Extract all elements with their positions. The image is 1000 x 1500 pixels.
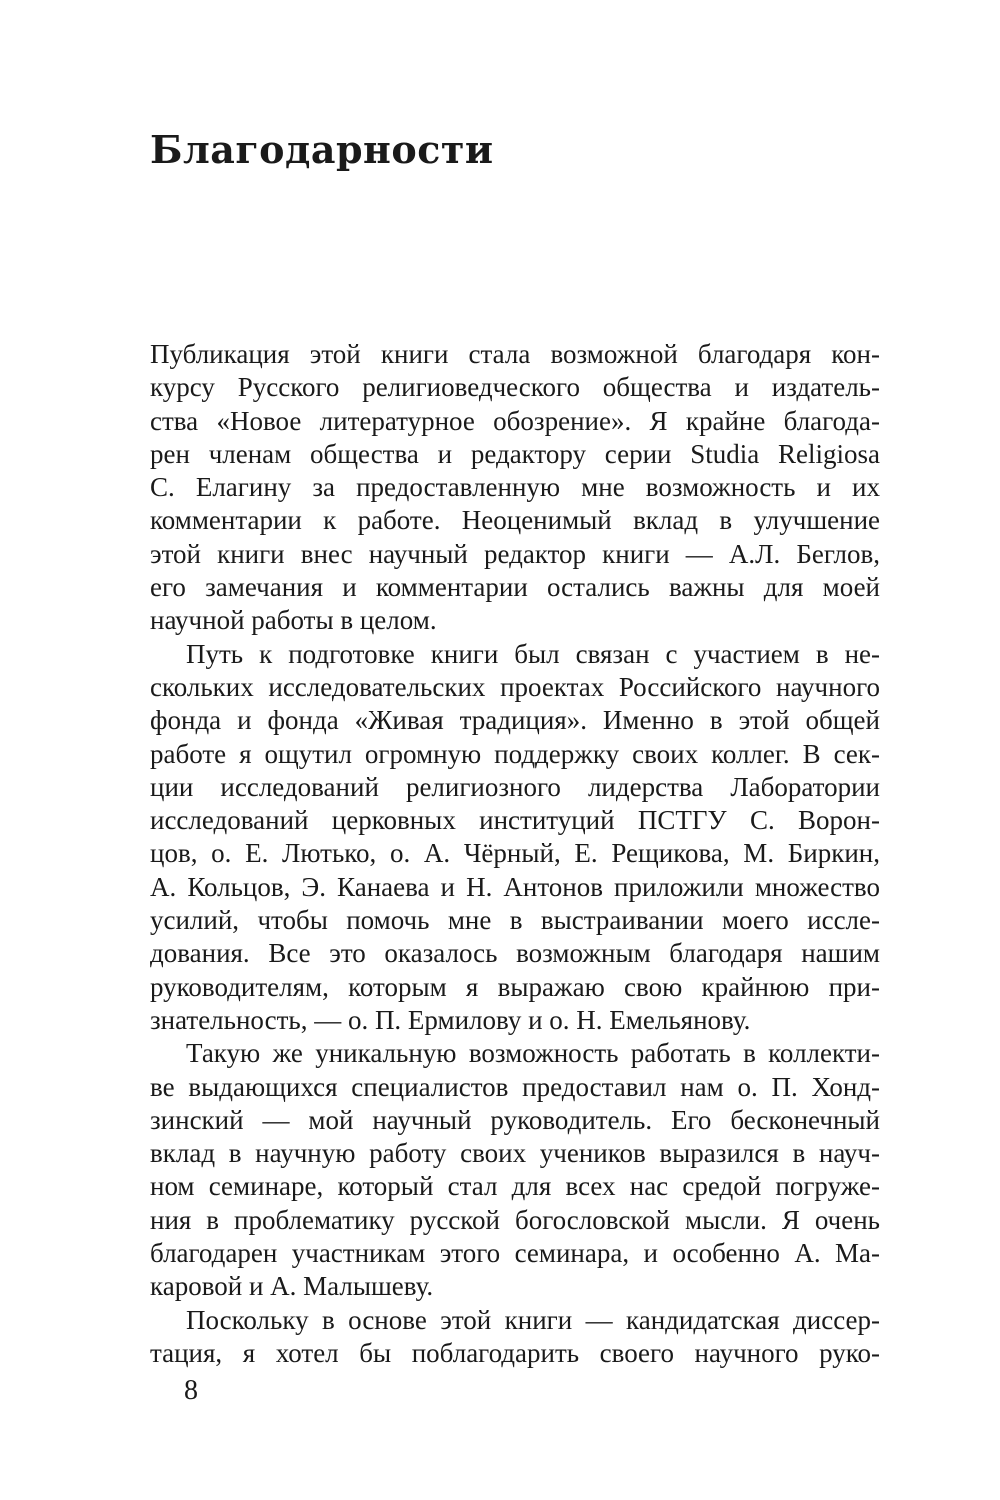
text-line: фонда и фонда «Живая традиция». Именно в этой общей bbox=[150, 705, 880, 736]
text-line: ции исследований религиозного лидерства Лаборатории bbox=[150, 771, 880, 802]
text-line: ном семинаре, который стал для всех нас средой погруже- bbox=[150, 1171, 880, 1202]
text-line: скольких исследовательских проектах Российского научного bbox=[150, 671, 880, 702]
text-line: А. Кольцов, Э. Канаева и Н. Антонов приложили множество bbox=[150, 871, 880, 902]
text-line: курсу Русского религиоведческого общества и издатель- bbox=[150, 372, 880, 403]
text-line: ства «Новое литературное обозрение». Я крайне благода- bbox=[150, 405, 880, 436]
text-line: тация, я хотел бы поблагодарить своего научного руко- bbox=[150, 1337, 880, 1368]
text-line: дования. Все это оказалось возможным благодаря нашим bbox=[150, 938, 880, 969]
text-line: Публикация этой книги стала возможной благодаря кон- bbox=[150, 339, 880, 369]
text-line: рен членам общества и редактору серии Studia Religiosa bbox=[150, 438, 880, 469]
text-line: его замечания и комментарии остались важны для моей bbox=[150, 572, 880, 603]
text-line: Путь к подготовке книги был связан с участием в не- bbox=[186, 638, 880, 669]
text-line: работе я ощутил огромную поддержку своих коллег. В сек- bbox=[150, 738, 880, 769]
text-line: цов, о. Е. Лютько, о. А. Чёрный, Е. Рещикова, М. Биркин, bbox=[150, 838, 880, 869]
page-number: 8 bbox=[184, 1375, 198, 1406]
body-text bbox=[150, 338, 880, 1370]
text-line: зинский — мой научный руководитель. Его бесконечный bbox=[150, 1104, 880, 1135]
text-line: С. Елагину за предоставленную мне возможность и их bbox=[150, 472, 880, 503]
text-line: руководителям, которым я выражаю свою крайнюю при- bbox=[150, 971, 880, 1002]
text-line: ве выдающихся специалистов предоставил нам о. П. Хонд- bbox=[150, 1071, 880, 1102]
text-line: ния в проблематику русской богословской мысли. Я очень bbox=[150, 1204, 880, 1235]
text-line: каровой и А. Малышеву. bbox=[150, 1271, 434, 1302]
text-line: Поскольку в основе этой книги — кандидатская диссер- bbox=[186, 1304, 880, 1335]
text-line: комментарии к работе. Неоценимый вклад в улучшение bbox=[150, 505, 880, 536]
page-title: Благодарности bbox=[150, 127, 494, 172]
text-line: знательность, — о. П. Ермилову и о. Н. Емельянову. bbox=[150, 1004, 751, 1035]
text-line: вклад в научную работу своих учеников выразился в науч- bbox=[150, 1138, 880, 1169]
text-line: благодарен участникам этого семинара, и особенно А. Ма- bbox=[150, 1238, 880, 1269]
text-line: научной работы в целом. bbox=[150, 605, 437, 636]
text-line: усилий, чтобы помочь мне в выстраивании моего иссле- bbox=[150, 905, 880, 936]
text-line: этой книги внес научный редактор книги — А.Л. Беглов, bbox=[150, 538, 880, 569]
text-line: Такую же уникальную возможность работать в коллекти- bbox=[186, 1038, 880, 1069]
text-line: исследований церковных институций ПСТГУ С. Ворон- bbox=[150, 805, 880, 836]
